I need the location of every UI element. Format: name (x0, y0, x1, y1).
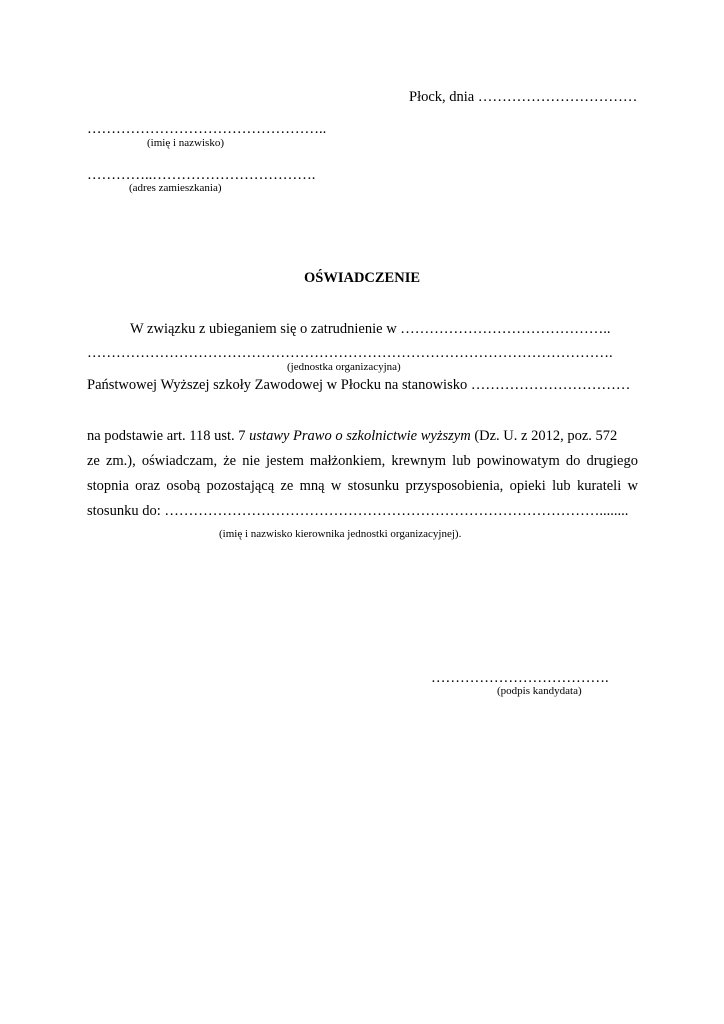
paragraph-start: na podstawie art. 118 ust. 7 (87, 428, 246, 444)
paragraph-line-1 (87, 427, 617, 445)
unit-caption: (jednostka organizacyjna) (287, 361, 401, 373)
body-line-3: Państwowej Wyższej szkoły Zawodowej w Płocku na stanowisko …………………………… (87, 377, 631, 393)
body-line-2: ………………………………………………………………………………………………. (87, 345, 613, 361)
head-caption: (imię i nazwisko kierownika jednostki organizacyjnej). (219, 528, 462, 540)
paragraph-citation: (Dz. U. z 2012, poz. 572 (474, 428, 618, 444)
paragraph-line-2: ze zm.), oświadczam, że nie jestem małżonkiem, krewnym lub powinowatym do drugiego (87, 453, 638, 469)
statute-title: ustawy Prawo o szkolnictwie wyższym (249, 428, 471, 444)
name-line: ………………………………………….. (87, 121, 327, 137)
name-caption: (imię i nazwisko) (147, 137, 224, 149)
address-caption: (adres zamieszkania) (129, 182, 222, 194)
paragraph-line-4: stosunku do: ………………………………………………………………………………........ (87, 503, 629, 519)
place-date: Płock, dnia …………………………… (409, 89, 638, 105)
signature-caption: (podpis kandydata) (497, 685, 582, 697)
paragraph-line-3: stopnia oraz osobą pozostającą ze mną w stosunku przysposobienia, opieki lub kurateli w (87, 478, 638, 494)
document-title: OŚWIADCZENIE (303, 270, 421, 286)
signature-line: ………………………………. (431, 670, 609, 686)
address-line: …………..……………………………. (87, 167, 316, 183)
body-line-1: W związku z ubieganiem się o zatrudnienie w …………………………………….. (130, 321, 611, 337)
